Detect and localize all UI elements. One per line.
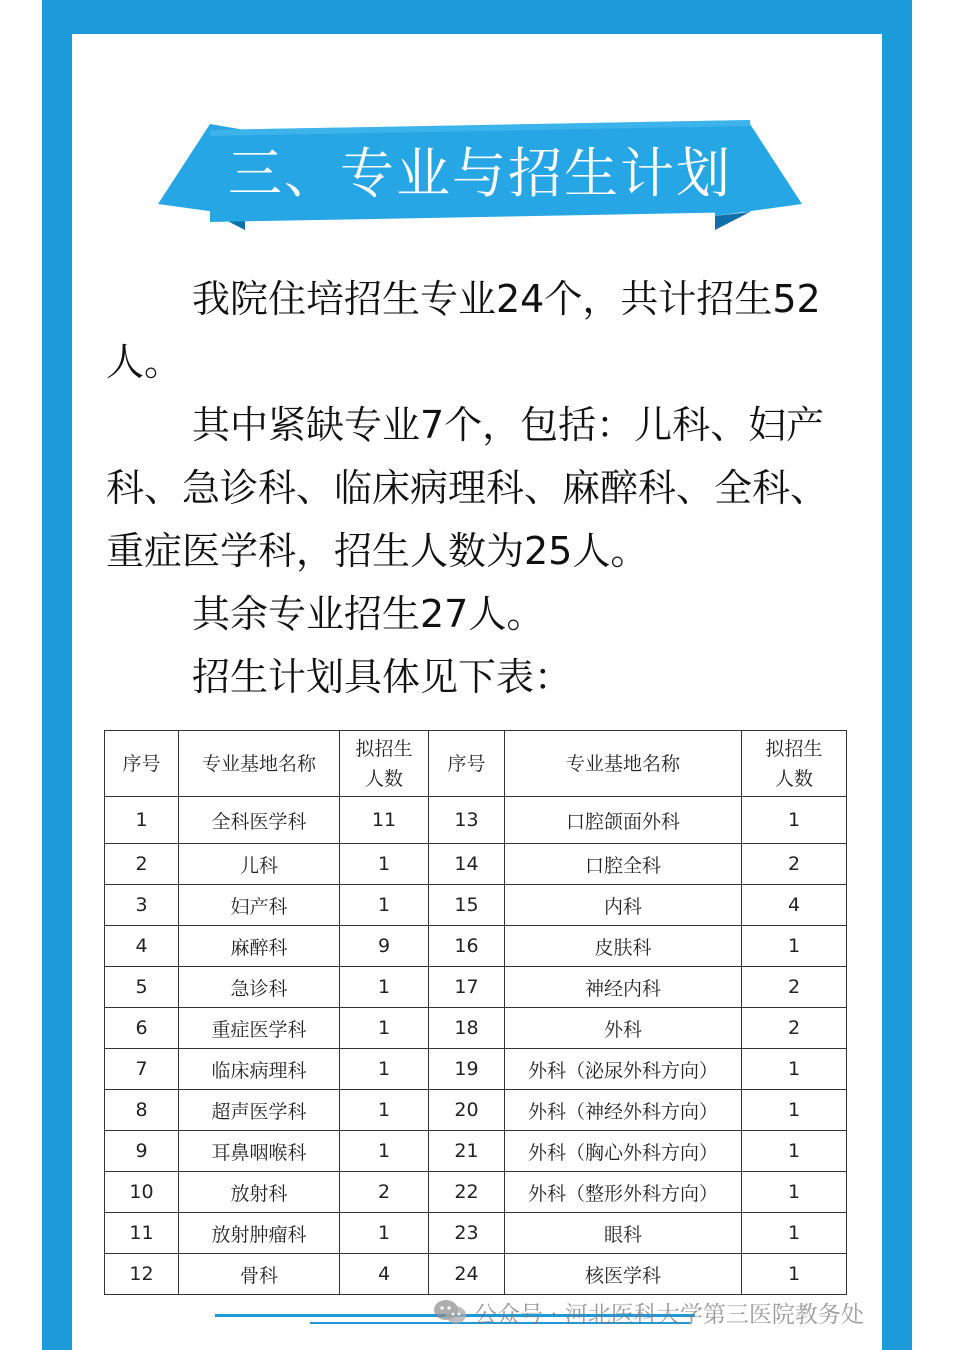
cell-count: 1 xyxy=(340,967,429,1008)
header-seq: 序号 xyxy=(105,731,179,797)
cell-count: 1 xyxy=(742,1213,847,1254)
paragraph-shortage-majors: 其中紧缺专业7个，包括：儿科、妇产科、急诊科、临床病理科、麻醉科、全科、重症医学科，招生人数为25人。 xyxy=(106,403,829,573)
cell-major-name: 外科（胸心外科方向） xyxy=(505,1131,742,1172)
table-header-row xyxy=(105,731,847,797)
cell-count: 1 xyxy=(742,797,847,844)
cell-count: 1 xyxy=(340,1131,429,1172)
cell-count: 9 xyxy=(340,926,429,967)
cell-seq: 17 xyxy=(429,967,505,1008)
cell-seq: 11 xyxy=(105,1213,179,1254)
cell-count: 1 xyxy=(340,885,429,926)
cell-seq: 24 xyxy=(429,1254,505,1295)
paragraph-table-intro: 招生计划具体见下表： xyxy=(192,655,573,699)
cell-count: 1 xyxy=(742,1254,847,1295)
wechat-watermark xyxy=(432,1294,864,1330)
table-row xyxy=(105,1049,847,1090)
cell-count: 11 xyxy=(340,797,429,844)
header-seq: 序号 xyxy=(429,731,505,797)
table-row xyxy=(105,1172,847,1213)
table-row xyxy=(105,1008,847,1049)
cell-count: 4 xyxy=(742,885,847,926)
cell-major-name: 麻醉科 xyxy=(179,926,340,967)
cell-count: 2 xyxy=(340,1172,429,1213)
cell-seq: 3 xyxy=(105,885,179,926)
page-title: 三、专业与招生计划 xyxy=(228,142,732,205)
cell-seq: 8 xyxy=(105,1090,179,1131)
cell-major-name: 全科医学科 xyxy=(179,797,340,844)
cell-count: 1 xyxy=(340,1213,429,1254)
cell-seq: 12 xyxy=(105,1254,179,1295)
cell-count: 1 xyxy=(742,926,847,967)
cell-major-name: 外科（泌尿外科方向） xyxy=(505,1049,742,1090)
cell-major-name: 内科 xyxy=(505,885,742,926)
cell-major-name: 急诊科 xyxy=(179,967,340,1008)
cell-seq: 23 xyxy=(429,1213,505,1254)
cell-count: 1 xyxy=(742,1090,847,1131)
table-row xyxy=(105,926,847,967)
cell-seq: 21 xyxy=(429,1131,505,1172)
wechat-icon xyxy=(432,1298,468,1326)
table-row xyxy=(105,1254,847,1295)
cell-major-name: 外科（整形外科方向） xyxy=(505,1172,742,1213)
table-row xyxy=(105,967,847,1008)
cell-seq: 16 xyxy=(429,926,505,967)
cell-major-name: 妇产科 xyxy=(179,885,340,926)
cell-major-name: 骨科 xyxy=(179,1254,340,1295)
cell-count: 2 xyxy=(742,967,847,1008)
paragraph-summary: 我院住培招生专业24个，共计招生52人。 xyxy=(106,277,821,384)
table-row xyxy=(105,1213,847,1254)
cell-major-name: 皮肤科 xyxy=(505,926,742,967)
cell-major-name: 超声医学科 xyxy=(179,1090,340,1131)
cell-seq: 19 xyxy=(429,1049,505,1090)
header-planned-count: 拟招生 人数 xyxy=(340,731,429,797)
cell-seq: 10 xyxy=(105,1172,179,1213)
enrollment-plan-table xyxy=(104,730,847,1295)
cell-major-name: 口腔全科 xyxy=(505,844,742,885)
cell-seq: 2 xyxy=(105,844,179,885)
cell-count: 2 xyxy=(742,844,847,885)
cell-count: 1 xyxy=(340,1090,429,1131)
cell-seq: 13 xyxy=(429,797,505,844)
cell-major-name: 放射科 xyxy=(179,1172,340,1213)
header-major-name: 专业基地名称 xyxy=(179,731,340,797)
cell-count: 2 xyxy=(742,1008,847,1049)
header-major-name: 专业基地名称 xyxy=(505,731,742,797)
cell-major-name: 放射肿瘤科 xyxy=(179,1213,340,1254)
cell-seq: 4 xyxy=(105,926,179,967)
header-planned-count: 拟招生 人数 xyxy=(742,731,847,797)
cell-count: 1 xyxy=(742,1172,847,1213)
cell-major-name: 耳鼻咽喉科 xyxy=(179,1131,340,1172)
table-row xyxy=(105,885,847,926)
cell-count: 4 xyxy=(340,1254,429,1295)
table-row xyxy=(105,797,847,844)
cell-count: 1 xyxy=(340,1008,429,1049)
cell-seq: 14 xyxy=(429,844,505,885)
table-row xyxy=(105,1131,847,1172)
cell-major-name: 神经内科 xyxy=(505,967,742,1008)
cell-major-name: 眼科 xyxy=(505,1213,742,1254)
cell-seq: 9 xyxy=(105,1131,179,1172)
cell-count: 1 xyxy=(742,1131,847,1172)
cell-major-name: 儿科 xyxy=(179,844,340,885)
cell-count: 1 xyxy=(742,1049,847,1090)
cell-major-name: 临床病理科 xyxy=(179,1049,340,1090)
watermark-text: 公众号 · 河北医科大学第三医院教务处 xyxy=(474,1301,864,1328)
cell-seq: 7 xyxy=(105,1049,179,1090)
cell-major-name: 外科 xyxy=(505,1008,742,1049)
cell-major-name: 核医学科 xyxy=(505,1254,742,1295)
cell-seq: 15 xyxy=(429,885,505,926)
cell-seq: 5 xyxy=(105,967,179,1008)
cell-seq: 18 xyxy=(429,1008,505,1049)
table-row xyxy=(105,844,847,885)
cell-seq: 6 xyxy=(105,1008,179,1049)
cell-major-name: 外科（神经外科方向） xyxy=(505,1090,742,1131)
cell-seq: 1 xyxy=(105,797,179,844)
cell-count: 1 xyxy=(340,1049,429,1090)
paragraph-other-majors: 其余专业招生27人。 xyxy=(192,592,545,636)
cell-major-name: 重症医学科 xyxy=(179,1008,340,1049)
cell-seq: 20 xyxy=(429,1090,505,1131)
cell-count: 1 xyxy=(340,844,429,885)
table-row xyxy=(105,1090,847,1131)
cell-major-name: 口腔颌面外科 xyxy=(505,797,742,844)
cell-seq: 22 xyxy=(429,1172,505,1213)
